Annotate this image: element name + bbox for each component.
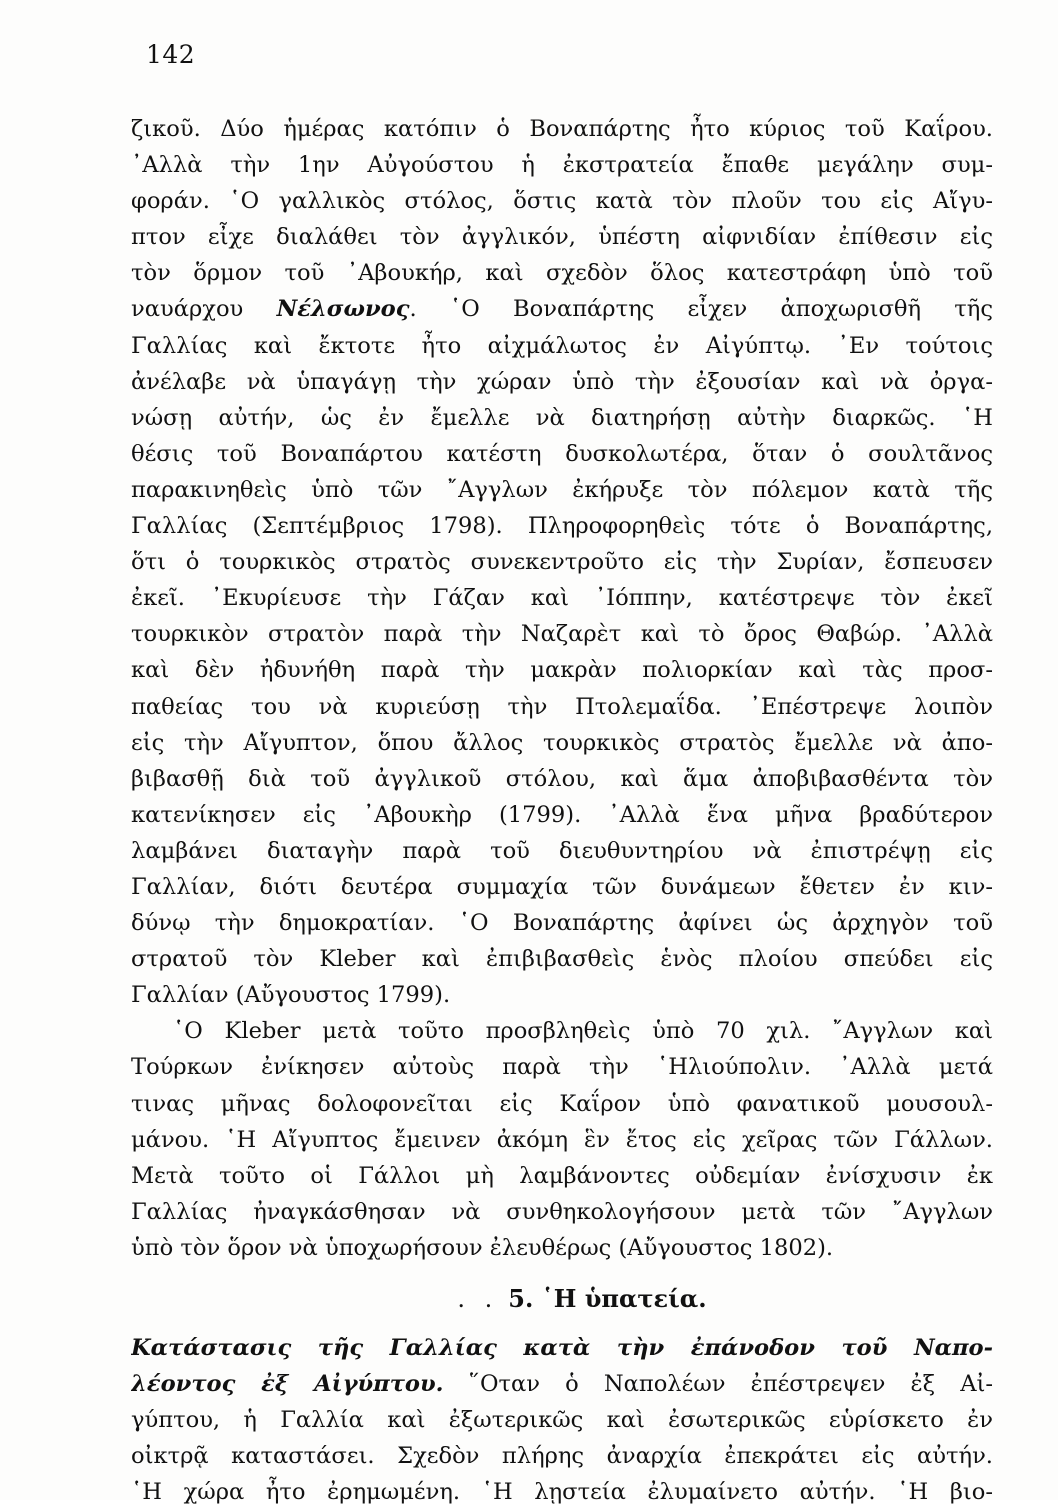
text-line: νώσῃ αὐτήν, ὡς ἐν ἔμελλε νὰ διατηρήσῃ αὐτὴν διαρκῶς. ῾Η xyxy=(131,404,993,431)
text-fragment: ῞Οταν ὁ Ναπολέων ἐπέστρεψεν ἐξ Αἰ- xyxy=(443,1371,993,1398)
text-line: Γαλλίαν, διότι δευτέρα συμμαχία τῶν δυνάμεων ἔθετεν ἐν κιν- xyxy=(131,873,993,900)
text-line: Τούρκων ἐνίκησεν αὐτοὺς παρὰ τὴν ῾Ηλιούπολιν. ᾿Αλλὰ μετά xyxy=(131,1054,993,1081)
text-line-nelson xyxy=(131,291,993,327)
text-line: ἐκεῖ. ᾿Εκυρίευσε τὴν Γάζαν καὶ ᾿Ιόππην, κατέστρεψε τὸν ἐκεῖ xyxy=(131,585,993,612)
text-line: στρατοῦ τὸν Kleber καὶ ἐπιβιβασθεὶς ἑνὸς πλοίου σπεύδει εἰς xyxy=(131,946,993,973)
text-fragment: ναυάρχου xyxy=(131,296,277,323)
section-title: 5. ῾Η ὑπατεία. xyxy=(508,1284,707,1313)
text-line: παθείας του νὰ κυριεύσῃ τὴν Πτολεμαΐδα. ᾿Επέστρεψε λοιπὸν xyxy=(131,693,993,720)
section-heading xyxy=(131,1272,993,1326)
text-line: λαμβάνει διαταγὴν παρὰ τοῦ διευθυντηρίου νὰ ἐπιστρέψῃ εἰς xyxy=(131,837,993,864)
text-line: ᾿Αλλὰ τὴν 1ην Αὐγούστου ἡ ἐκστρατεία ἔπαθε μεγάλην συμ- xyxy=(131,152,993,179)
text-line: Γαλλίαν (Αὔγουστος 1799). xyxy=(131,982,451,1009)
text-fragment: . ῾Ο Βοναπάρτης εἶχεν ἀποχωρισθῆ τῆς xyxy=(409,296,993,323)
text-line: οἰκτρᾷ καταστάσει. Σχεδὸν πλήρης ἀναρχία ἐπεκράτει εἰς αὐτήν. xyxy=(131,1443,993,1470)
text-line: βιβασθῇ διὰ τοῦ ἀγγλικοῦ στόλου, καὶ ἅμα ἀποβιβασθέντα τὸν xyxy=(131,765,993,792)
text-line: ὅτι ὁ τουρκικὸς στρατὸς συνεκεντροῦτο εἰς τὴν Συρίαν, ἔσπευσεν xyxy=(131,549,993,576)
emphasized-name: Νέλσωνος xyxy=(276,296,410,323)
text-line: ῾Η χώρα ἦτο ἐρημωμένη. ῾Η λῃστεία ἐλυμαίνετο αὐτήν. ῾Η βιο- xyxy=(131,1479,993,1506)
text-line: καὶ δὲν ἠδυνήθη παρὰ τὴν μακρὰν πολιορκίαν καὶ τὰς προσ- xyxy=(131,657,993,684)
text-line: ζικοῦ. Δύο ἡμέρας κατόπιν ὁ Βοναπάρτης ἦτο κύριος τοῦ Καΐρου. xyxy=(131,116,993,142)
text-line: τουρκικὸν στρατὸν παρὰ τὴν Ναζαρὲτ καὶ τὸ ὄρος Θαβώρ. ᾿Αλλὰ xyxy=(131,621,993,648)
text-line: τινας μῆνας δολοφονεῖται εἰς Καΐρον ὑπὸ φανατικοῦ μουσουλ- xyxy=(131,1090,993,1117)
text-line: Γαλλίας (Σεπτέμβριος 1798). Πληροφορηθεὶς τότε ὁ Βοναπάρτης, xyxy=(131,513,993,540)
text-line: κατενίκησεν εἰς ᾿Αβουκὴρ (1799). ᾿Αλλὰ ἕνα μῆνα βραδύτερον xyxy=(131,801,993,828)
heading-dots: . . xyxy=(457,1285,499,1313)
text-line: ῾Ο Kleber μετὰ τοῦτο προσβληθεὶς ὑπὸ 70 χιλ. ῎Αγγλων καὶ xyxy=(173,1018,993,1045)
text-line: τὸν ὅρμον τοῦ ᾿Αβουκήρ, καὶ σχεδὸν ὅλος κατεστράφη ὑπὸ τοῦ xyxy=(131,260,993,287)
text-line: Γαλλίας καὶ ἔκτοτε ἦτο αἰχμάλωτος ἐν Αἰγύπτῳ. ᾿Εν τούτοις xyxy=(131,332,993,359)
subsection-title-end: λέοντος ἐξ Αἰγύπτου. xyxy=(131,1371,444,1398)
text-line: πτον εἶχε διαλάθει τὸν ἀγγλικόν, ὑπέστη αἰφνιδίαν ἐπίθεσιν εἰς xyxy=(131,224,993,251)
body-text xyxy=(131,111,993,1510)
text-line: φοράν. ῾Ο γαλλικὸς στόλος, ὅστις κατὰ τὸν πλοῦν του εἰς Αἴγυ- xyxy=(131,188,993,215)
text-line: Μετὰ τοῦτο οἱ Γάλλοι μὴ λαμβάνοντες οὐδεμίαν ἐνίσχυσιν ἐκ xyxy=(131,1162,993,1189)
text-line: εἰς τὴν Αἴγυπτον, ὅπου ἄλλος τουρκικὸς στρατὸς ἔμελλε νὰ ἀπο- xyxy=(131,729,993,756)
subsection-title: Κατάστασις τῆς Γαλλίας κατὰ τὴν ἐπάνοδον τοῦ Ναπο- xyxy=(131,1335,993,1361)
text-line: δύνῳ τὴν δημοκρατίαν. ῾Ο Βοναπάρτης ἀφίνει ὡς ἀρχηγὸν τοῦ xyxy=(131,910,993,937)
page-number: 142 xyxy=(146,40,196,69)
text-line: Γαλλίας ἠναγκάσθησαν νὰ συνθηκολογήσουν μετὰ τῶν ῎Αγγλων xyxy=(131,1198,993,1225)
text-line: ὑπὸ τὸν ὅρον νὰ ὑποχωρήσουν ἐλευθέρως (Αὔγουστος 1802). xyxy=(131,1234,834,1261)
text-line-subsection xyxy=(131,1366,993,1402)
text-line: μάνου. ῾Η Αἴγυπτος ἔμεινεν ἀκόμη ἓν ἔτος εἰς χεῖρας τῶν Γάλλων. xyxy=(131,1126,993,1153)
text-line: παρακινηθεὶς ὑπὸ τῶν ῎Αγγλων ἐκήρυξε τὸν πόλεμον κατὰ τῆς xyxy=(131,476,993,503)
text-line: γύπτου, ἡ Γαλλία καὶ ἐξωτερικῶς καὶ ἐσωτερικῶς εὑρίσκετο ἐν xyxy=(131,1407,993,1434)
text-line: ἀνέλαβε νὰ ὑπαγάγῃ τὴν χώραν ὑπὸ τὴν ἐξουσίαν καὶ νὰ ὀργα- xyxy=(131,368,993,395)
text-line: θέσις τοῦ Βοναπάρτου κατέστη δυσκολωτέρα, ὅταν ὁ σουλτᾶνος xyxy=(131,440,993,467)
